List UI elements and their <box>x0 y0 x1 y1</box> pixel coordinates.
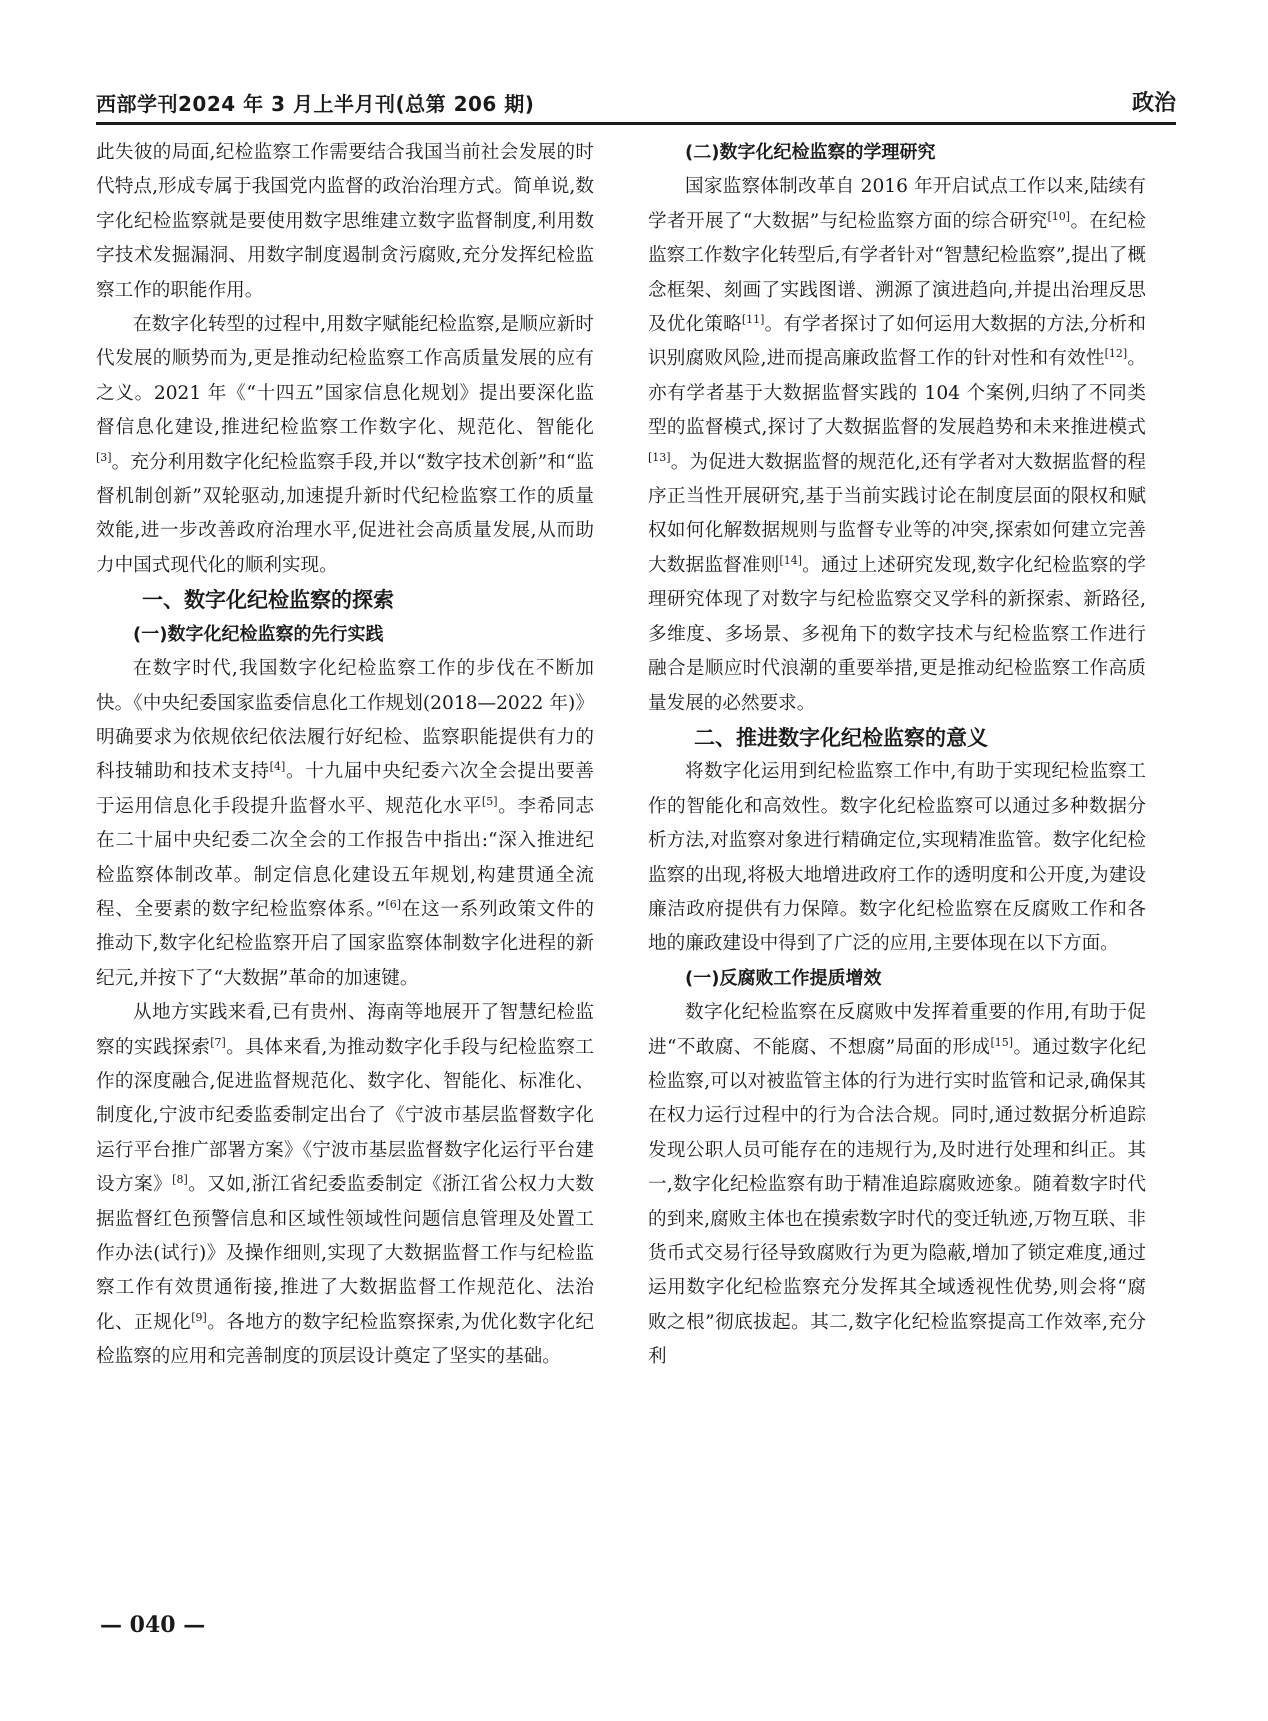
right-column <box>648 136 1146 1375</box>
citation-ref: [11] <box>741 312 765 326</box>
text-run: 国家监察体制改革自 2016 年开启试点工作以来,陆续有学者开展了“大数据”与纪检监察方面的综合研究 <box>648 176 1146 232</box>
paragraph <box>96 136 594 308</box>
section-label: 政治 <box>1131 91 1176 116</box>
page-header <box>96 82 1176 118</box>
text-run: 从地方实践来看,已有贵州、海南等地展开了智慧纪检监察的实践探索 <box>96 1002 594 1058</box>
citation-ref: [8] <box>172 1173 188 1186</box>
text-run: 。在纪检监察工作数字化转型后,有学者针对“智慧纪检监察”,提出了概念框架、刻画了实践图谱、溯源了演进趋向,并提出治理反思及优化策略 <box>648 210 1146 336</box>
citation-ref: [5] <box>481 794 498 808</box>
left-column <box>96 136 594 1375</box>
paragraph <box>648 996 1146 1374</box>
citation-ref: [12] <box>1104 347 1128 361</box>
section-heading: 二、推进数字化纪检监察的意义 <box>694 725 988 750</box>
text-run: 。具体来看,为推动数字化手段与纪检监察工作的深度融合,促进监督规范化、数字化、智能化、标准化、制度化,宁波市纪委监委制定出台了《宁波市基层监督数字化运行平台推广部署方案》《宁波市基层监督数字化运行平台建设方案》 <box>96 1036 594 1196</box>
citation-ref: [4] <box>269 760 286 774</box>
paragraph <box>96 308 594 583</box>
citation-ref: [10] <box>1047 209 1071 223</box>
text-run: 。通过上述研究发现,数字化纪检监察的学理研究体现了对数字与纪检监察交叉学科的新探索、新路径,多维度、多场景、多视角下的数字技术与纪检监察工作进行融合是顺应时代浪潮的重要举措,更是推动纪检监察工作高质量发展的必然要求。 <box>648 554 1146 714</box>
paragraph <box>96 996 594 1374</box>
text-run: 在数字时代,我国数字化纪检监察工作的步伐在不断加快。《中央纪委国家监委信息化工作规划(2018—2022 年)》明确要求为依规依纪依法履行好纪检、监察职能提供有力的科技辅助和技术支持 <box>96 658 594 783</box>
citation-ref: [9] <box>191 1310 207 1324</box>
text-run: 。李希同志在二十届中央纪委二次全会的工作报告中指出:“深入推进纪检监察体制改革。制定信息化建设五年规划,构建贯通全流程、全要素的数字纪检监察体系。” <box>96 795 594 920</box>
text-run: 。又如,浙江省纪委监委制定《浙江省公权力大数据监督红色预警信息和区域性领域性问题信息管理及处置工作办法(试行)》及操作细则,实现了大数据监督工作与纪检监察工作有效贯通衔接,推进了大数据监督工作规范化、法治化、正规化 <box>96 1174 594 1333</box>
citation-ref: [14] <box>779 553 802 567</box>
citation-ref: [15] <box>990 1035 1014 1049</box>
citation-ref: [3] <box>96 450 112 464</box>
text-run: 。充分利用数字化纪检监察手段,并以“数字技术创新”和“监督机制创新”双轮驱动,加速提升新时代纪检监察工作的质量效能,进一步改善政府治理水平,促进社会高质量发展,从而助力中国式现代化的顺利实现。 <box>96 451 594 576</box>
text-run: 。通过数字化纪检监察,可以对被监管主体的行为进行实时监管和记录,确保其在权力运行过程中的行为合法合规。同时,通过数据分析追踪发现公职人员可能存在的违规行为,及时进行处理和纠正。其一,数字化纪检监察有助于精准追踪腐败迹象。随着数字时代的到来,腐败主体也在摸索数字时代的变迁轨迹,万物互联、非货币式交易行径导致腐败行为更为隐蔽,增加了锁定难度,通过运用数字化纪检监察充分发挥其全域透视性优势,则会将“腐败之根”彻底拔起。其二,数字化纪检监察提高工作效率,充分利 <box>648 1036 1146 1368</box>
text-run: 。为促进大数据监督的规范化,还有学者对大数据监督的程序正当性开展研究,基于当前实践讨论在制度层面的限权和赋权如何化解数据规则与监督专业等的冲突,探索如何建立完善大数据监督准则 <box>648 451 1146 576</box>
page-number: — 040 — <box>100 1612 206 1638</box>
paragraph <box>648 755 1146 961</box>
paragraph <box>648 170 1146 721</box>
text-run: 。亦有学者基于大数据监督实践的 104 个案例,归纳了不同类型的监督模式,探讨了大数据监督的发展趋势和未来推进模式 <box>648 348 1146 439</box>
paragraph <box>96 652 594 996</box>
subsection-heading: (一)数字化纪检监察的先行实践 <box>133 623 384 645</box>
text-run: 。十九届中央纪委六次全会提出要善于运用信息化手段提升监督水平、规范化水平 <box>96 761 594 817</box>
citation-ref: [13] <box>648 450 671 464</box>
text-run: 在这一系列政策文件的推动下,数字化纪检监察开启了国家监察体制数字化进程的新纪元,并按下了“大数据”革命的加速键。 <box>96 898 594 989</box>
subsection-heading: (一)反腐败工作提质增效 <box>685 967 882 989</box>
text-run: 此失彼的局面,纪检监察工作需要结合我国当前社会发展的时代特点,形成专属于我国党内监督的政治治理方式。简单说,数字化纪检监察就是要使用数字思维建立数字监督制度,利用数字技术发掘漏洞、用数字制度遏制贪污腐败,充分发挥纪检监察工作的职能作用。 <box>96 142 594 301</box>
text-run: 在数字化转型的过程中,用数字赋能纪检监察,是顺应新时代发展的顺势而为,更是推动纪检监察工作高质量发展的应有之义。2021 年《“十四五”国家信息化规划》提出要深化监督信息化建设,推进纪检监察工作数字化、规范化、智能化 <box>96 314 594 439</box>
section-heading: 一、数字化纪检监察的探索 <box>142 588 394 613</box>
journal-issue: 西部学刊2024 年 3 月上半月刊(总第 206 期) <box>96 92 535 116</box>
citation-ref: [7] <box>210 1035 226 1049</box>
header-rule <box>96 122 1176 125</box>
text-run: 将数字化运用到纪检监察工作中,有助于实现纪检监察工作的智能化和高效性。数字化纪检监察可以通过多种数据分析方法,对监察对象进行精确定位,实现精准监管。数字化纪检监察的出现,将极大地增进政府工作的透明度和公开度,为建设廉洁政府提供有力保障。数字化纪检监察在反腐败工作和各地的廉政建设中得到了广泛的应用,主要体现在以下方面。 <box>648 761 1146 955</box>
text-run: 。有学者探讨了如何运用大数据的方法,分析和识别腐败风险,进而提高廉政监督工作的针对性和有效性 <box>648 314 1146 370</box>
citation-ref: [6] <box>385 897 402 911</box>
subsection-heading: (二)数字化纪检监察的学理研究 <box>685 142 936 163</box>
text-run: 数字化纪检监察在反腐败中发挥着重要的作用,有助于促进“不敢腐、不能腐、不想腐”局面的形成 <box>648 1002 1146 1058</box>
text-run: 。各地方的数字纪检监察探索,为优化数字化纪检监察的应用和完善制度的顶层设计奠定了坚实的基础。 <box>96 1311 594 1368</box>
